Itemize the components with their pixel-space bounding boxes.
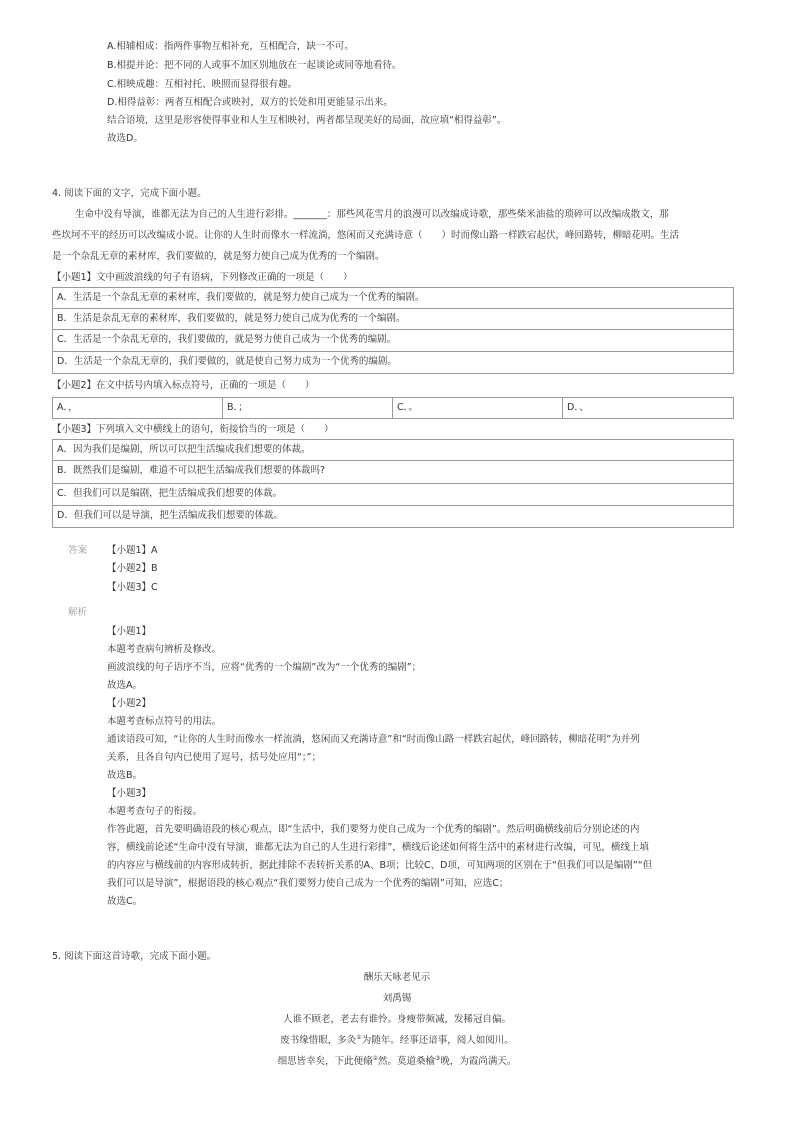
sub1-option-d[interactable]: D．生活是一个杂乱无章的，我们要做的，就是使自己努力成为一个优秀的编剧。 xyxy=(52,352,734,374)
sub3-option-c[interactable]: C．但我们可以是编剧，把生活编成我们想要的体裁。 xyxy=(52,484,734,506)
sub3-option-a[interactable]: A．因为我们是编剧，所以可以把生活编成我们想要的体裁。 xyxy=(52,439,734,461)
sub2-option-c[interactable]: C．。 xyxy=(393,398,563,418)
passage-line: 些坎坷不平的经历可以改编成小说。让你的人生时而像水一样流淌，悠闲而又充满诗意（ ）时而像山路一样跌宕起伏，峰回路转，柳暗花明。生活 xyxy=(52,230,680,241)
analysis-line: 画波浪线的句子语序不当，应将“优秀的一个编剧”改为“一个优秀的编剧”； xyxy=(107,662,422,673)
sub2-option-b[interactable]: B．； xyxy=(223,398,393,418)
analysis-line: 故选A。 xyxy=(107,680,142,691)
analysis-line: 关系，且各自句内已使用了逗号，括号处应用“；”； xyxy=(107,752,322,763)
analysis-line: 故选C。 xyxy=(107,896,143,907)
passage-line: 是一个杂乱无章的素材库，我们要做的，就是努力使自己成为优秀的一个编剧。 xyxy=(52,251,385,262)
explanation-line: B.相提并论：把不同的人或事不加区别地放在一起谈论或同等地看待。 xyxy=(107,60,402,71)
analysis-line: 故选B。 xyxy=(107,770,143,781)
footnote-marker: ① xyxy=(356,1033,362,1041)
sub-question-2-stem: 【小题2】在文中括号内填入标点符号，正确的一项是（ ） xyxy=(52,380,315,391)
footnote-marker: ② xyxy=(372,1054,378,1062)
sub1-option-c[interactable]: C．生活是一个杂乱无章的，我们要做的，就是努力使自己成为一个优秀的编剧。 xyxy=(52,330,734,352)
poem-line-2: 废书缘惜眼，多灸①为随年。经事还谙事，阅人如阅川。 xyxy=(280,1033,514,1046)
explanation-line: 结合语境，这里是形容使得事业和人生互相映衬，两者都呈现美好的局面，故应填“相得益彰”。 xyxy=(107,115,507,126)
sub3-option-b[interactable]: B．既然我们是编剧，难道不可以把生活编成我们想要的体裁吗? xyxy=(52,461,734,484)
analysis-line: 本题考查句子的衔接。 xyxy=(107,806,203,817)
sub1-option-b[interactable]: B．生活是杂乱无章的素材库，我们要做的，就是努力使自己成为优秀的一个编剧。 xyxy=(52,309,734,330)
answer-item: 【小题1】A xyxy=(107,545,158,556)
explanation-line: C.相映成趣：互相衬托、映照而显得很有趣。 xyxy=(107,79,298,90)
explanation-line: A.相辅相成：指两件事物互相补充，互相配合，缺一不可。 xyxy=(107,41,354,52)
analysis-line: 【小题1】 xyxy=(107,626,152,637)
sub3-option-d[interactable]: D．但我们可以是导演，把生活编成我们想要的体裁。 xyxy=(52,506,734,528)
footnote-marker: ③ xyxy=(435,1054,441,1062)
analysis-line: 【小题3】 xyxy=(107,788,152,799)
analysis-line: 我们可以是导演”，根据语段的核心观点“我们要努力使自己成为一个优秀的编剧”可知，应选C； xyxy=(107,878,509,889)
answer-item: 【小题3】C xyxy=(107,582,158,593)
explanation-line: D.相得益彰：两者互相配合或映衬，双方的长处和用更能显示出来。 xyxy=(107,97,393,108)
sub1-option-a[interactable]: A．生活是一个杂乱无章的素材库，我们要做的，就是努力使自己成为一个优秀的编剧。 xyxy=(52,287,734,309)
poem-title: 酬乐天咏老见示 xyxy=(363,972,431,983)
analysis-line: 【小题2】 xyxy=(107,698,152,709)
sub2-options-row xyxy=(52,397,734,419)
analysis-line: 作答此题，首先要明确语段的核心观点，即“生活中，我们要努力使自己成为一个优秀的编剧”。然后明确横线前后分别论述的内 xyxy=(107,824,640,835)
question-4-heading: 4. 阅读下面的文字，完成下面小题。 xyxy=(52,188,207,199)
analysis-label: 解析 xyxy=(68,607,88,618)
poem-line-1: 人谁不顾老，老去有谁怜。身瘦带频减，发稀冠自偏。 xyxy=(282,1014,511,1025)
analysis-line: 本题考查病句辨析及修改。 xyxy=(107,644,222,655)
question-5-heading: 5. 阅读下面这首诗歌，完成下面小题。 xyxy=(52,951,217,962)
poem-line-3: 细思皆幸矣，下此便翛②然。莫道桑榆③晚，为霞尚满天。 xyxy=(277,1054,517,1067)
sub-question-1-stem: 【小题1】文中画波浪线的句子有语病，下列修改正确的一项是（ ） xyxy=(52,272,353,283)
sub-question-3-stem: 【小题3】下列填入文中横线上的语句，衔接恰当的一项是（ ） xyxy=(52,424,334,435)
sub2-option-d[interactable]: D．、 xyxy=(567,402,589,413)
analysis-line: 的内容应与横线前的内容形成转折，据此排除不表转折关系的A、B项；比较C、D项，可知两项的区别在于“但我们可以是编剧”“但 xyxy=(107,860,653,871)
analysis-line: 通读语段可知，“让你的人生时而像水一样流淌，悠闲而又充满诗意”和“时而像山路一样跌宕起伏，峰回路转，柳暗花明”为并列 xyxy=(107,734,640,745)
analysis-line: 容，横线前论述“生命中没有导演，谁都无法为自己的人生进行彩排”，横线后论述如何将生活中的素材进行改编，可见，横线上填 xyxy=(107,842,649,853)
sub2-option-a[interactable]: A．， xyxy=(53,398,223,418)
passage-line: 生命中没有导演，谁都无法为自己的人生进行彩排。_______：那些风花雪月的浪漫可以改编成诗歌，那些柴米油盐的琐碎可以改编成散文，那 xyxy=(75,209,669,220)
answer-label: 答案 xyxy=(68,545,88,556)
analysis-line: 本题考查标点符号的用法。 xyxy=(107,716,222,727)
answer-item: 【小题2】B xyxy=(107,563,158,574)
poem-author: 刘禹锡 xyxy=(382,993,412,1004)
explanation-line: 故选D。 xyxy=(107,133,143,144)
